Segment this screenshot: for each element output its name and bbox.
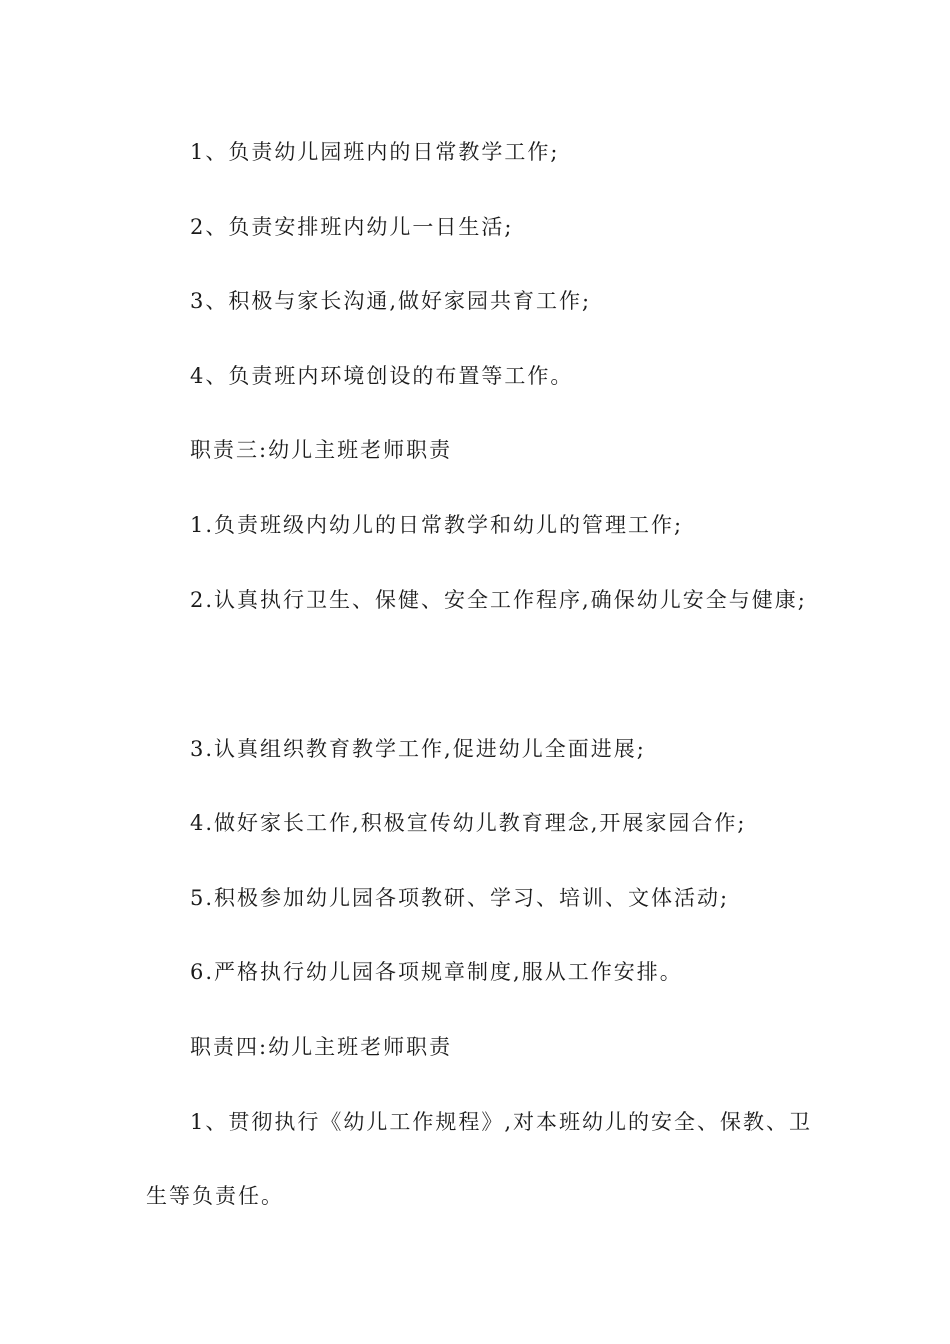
duty-four-item-1: 1、贯彻执行《幼儿工作规程》,对本班幼儿的安全、保教、卫 xyxy=(190,1110,813,1134)
section-heading-duty-three: 职责三:幼儿主班老师职责 xyxy=(190,438,453,462)
duty-three-item-3: 3.认真组织教育教学工作,促进幼儿全面进展; xyxy=(190,737,646,761)
duty-item-2: 2、负责安排班内幼儿一日生活; xyxy=(190,215,514,239)
duty-item-4: 4、负责班内环境创设的布置等工作。 xyxy=(190,364,574,388)
duty-item-3: 3、积极与家长沟通,做好家园共育工作; xyxy=(190,289,592,313)
duty-three-item-6: 6.严格执行幼儿园各项规章制度,服从工作安排。 xyxy=(190,960,683,984)
duty-four-item-1-continued: 生等负责任。 xyxy=(146,1184,284,1208)
duty-three-item-4: 4.做好家长工作,积极宣传幼儿教育理念,开展家园合作; xyxy=(190,811,747,835)
section-heading-duty-four: 职责四:幼儿主班老师职责 xyxy=(190,1035,453,1059)
duty-item-1: 1、负责幼儿园班内的日常教学工作; xyxy=(190,140,560,164)
duty-three-item-1: 1.负责班级内幼儿的日常教学和幼儿的管理工作; xyxy=(190,513,684,537)
duty-three-item-2: 2.认真执行卫生、保健、安全工作程序,确保幼儿安全与健康; xyxy=(190,588,807,612)
duty-three-item-5: 5.积极参加幼儿园各项教研、学习、培训、文体活动; xyxy=(190,886,730,910)
